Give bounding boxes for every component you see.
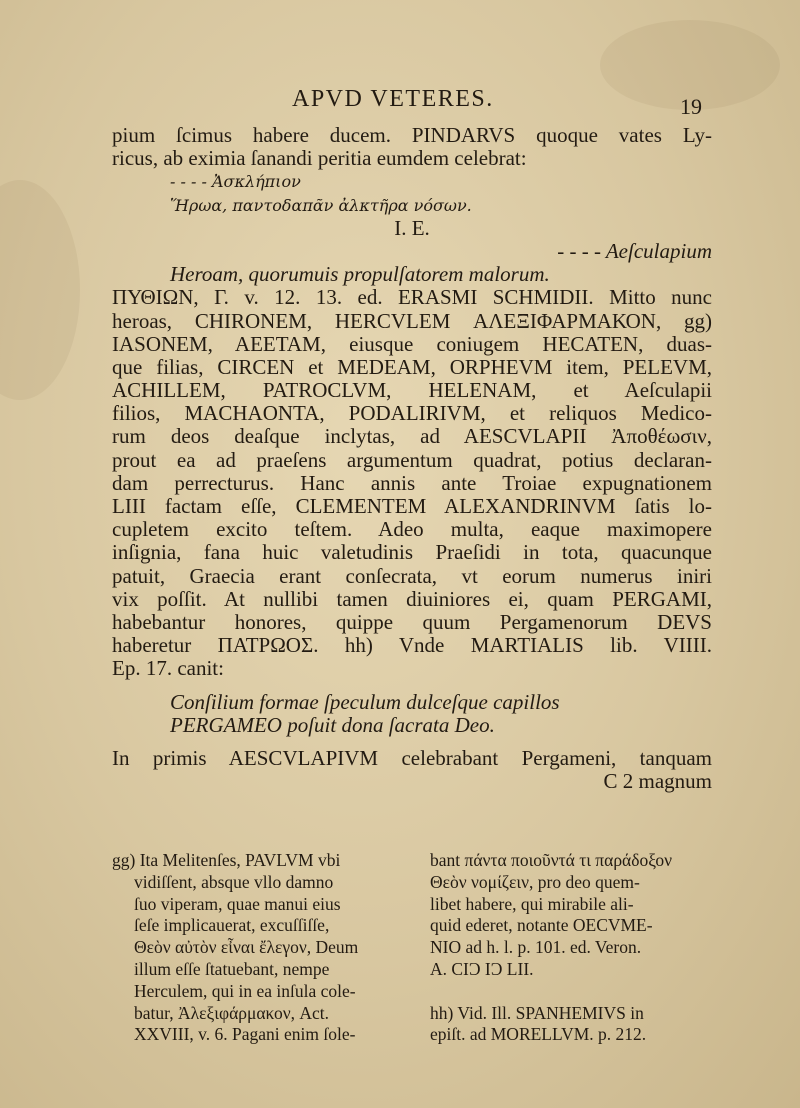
footnote-column-left: [112, 850, 394, 1046]
text-line: Ep. 17. canit:: [112, 656, 224, 681]
page-number: 19: [680, 94, 702, 119]
text-line: Ἥρωα, παντοδαπᾶν ἀλκτῆρα νόσων.: [170, 195, 472, 215]
footnote-line: epiſt. ad MORELLVM. p. 212.: [430, 1024, 647, 1045]
footnote-line: XXVIII, v. 6. Pagani enim ſole-: [134, 1024, 356, 1045]
text-line: IASONEM, AEETAM, eiusque coniugem HECATEN, duas-: [112, 331, 712, 356]
text-line: I. E.: [394, 215, 430, 240]
page-header: [0, 82, 800, 122]
text-line: LIII factam eſſe, CLEMENTEM ALEXANDRINVM ſatis lo-: [112, 494, 712, 518]
footnote-line: Herculem, qui in ea inſula cole-: [134, 980, 356, 1001]
text-line: dam perrecturus. Hanc annis ante Troiae expugnationem: [112, 470, 712, 495]
footnote-line: Θεὸν νομίζειν, pro deo quem-: [430, 871, 640, 892]
text-line: ricus, ab eximia ſanandi peritia eumdem celebrat:: [112, 146, 527, 171]
footnote-line: batur, Ἀλεξιφάρμακον, Act.: [134, 1002, 330, 1023]
footnote-line: bant πάντα ποιοῦντά τι παράδοξον: [430, 850, 673, 870]
footnote-line: quid ederet, notante OECVME-: [430, 915, 653, 936]
footnote-line: illum eſſe ſtatuebant, nempe: [134, 958, 330, 979]
text-line: In primis AESCVLAPIVM celebrabant Pergameni, tanquam: [112, 745, 712, 770]
text-line: heroas, CHIRONEM, HERCVLEM ΑΛΕΞΙΦΑΡΜΑΚΟΝ, gg): [112, 308, 712, 333]
text-line: inſignia, fana huic valetudinis Praeſidi in tota, quacunque: [112, 540, 712, 565]
text-line: habebantur honores, quippe quum Pergamenorum DEVS: [112, 609, 712, 634]
footnote-line: vidiſſent, absque vllo damno: [134, 871, 334, 892]
text-line: patuit, Graecia erant conſecrata, vt eorum numerus iniri: [112, 563, 712, 588]
footnote-line: NIO ad h. l. p. 101. ed. Veron.: [430, 937, 642, 958]
footnote-line: ſeſe implicauerat, excuſſiſſe,: [134, 915, 330, 936]
page-stain: [0, 180, 80, 400]
text-line: rum deos deaſque inclytas, ad AESCVLAPII Ἀποθέωσιν,: [112, 424, 712, 449]
text-line: C 2 magnum: [603, 769, 712, 794]
footnote-line: Θεὸν αὐτὸν εἶναι ἔλεγον, Deum: [134, 937, 359, 958]
running-head: APVD VETERES.: [292, 86, 494, 112]
text-line: prout ea ad praeſens argumentum quadrat, potius declaran-: [112, 447, 712, 472]
text-line: - - - - Ἀσκλήπιον: [170, 172, 301, 192]
text-line: haberetur ΠΑΤΡΩΟΣ. hh) Vnde MARTIALIS lib. VIIII.: [112, 633, 712, 658]
footnote-line: hh) Vid. Ill. SPANHEMIVS in: [430, 1002, 644, 1023]
footnote-column-right: [430, 850, 712, 1046]
footnote-line: ſuo viperam, quae manui eius: [134, 893, 341, 914]
text-line: que filias, CIRCEN et MEDEAM, ORPHEVM item, PELEVM,: [112, 354, 712, 379]
text-line: - - - - Aeſculapium: [557, 238, 712, 263]
footnote-line: A. CIƆ IƆ LII.: [430, 958, 534, 979]
footnote-line: gg) Ita Melitenſes, PAVLVM vbi: [112, 850, 341, 870]
text-line: cupletem excito teſtem. Adeo multa, eaque maximopere: [112, 517, 712, 542]
text-line: vix poſſit. At nullibi tamen diuiniores ei, quam PERGAMI,: [112, 586, 712, 611]
text-line: ΠΥΘΙΩΝ, Γ. v. 12. 13. ed. ERASMI SCHMIDII. Mitto nunc: [112, 285, 712, 310]
text-line: Heroam, quorumuis propulſatorem malorum.: [170, 262, 550, 287]
text-line: PERGAMEO poſuit dona ſacrata Deo.: [170, 712, 495, 737]
footnote-line: [430, 981, 712, 1003]
text-line: pium ſcimus habere ducem. PINDARVS quoque vates Ly-: [112, 123, 712, 147]
footnote-line: libet habere, qui mirabile ali-: [430, 893, 634, 914]
line-gap: [112, 681, 712, 691]
text-line: ACHILLEM, PATROCLVM, HELENAM, et Aeſculapii: [112, 378, 712, 403]
text-line: filios, MACHAONTA, PODALIRIVM, et reliquos Medico-: [112, 401, 712, 426]
text-line: Conſilium formae ſpeculum dulceſque capillos: [170, 689, 560, 714]
main-text: [112, 124, 712, 793]
